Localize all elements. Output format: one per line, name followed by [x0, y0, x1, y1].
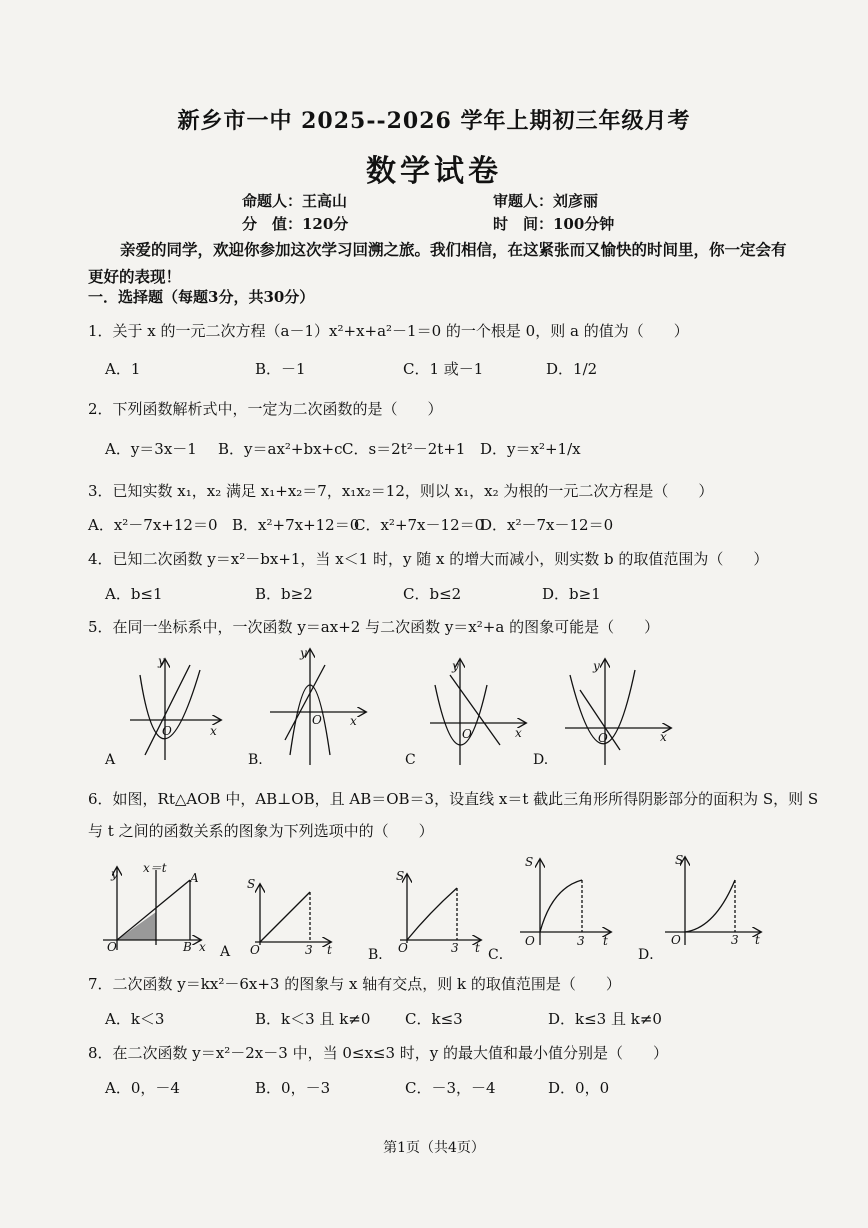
- q5d-origin: O: [598, 731, 608, 745]
- q4-option-b: B．b≥2: [255, 585, 313, 603]
- q5a-y-label: y: [158, 654, 165, 668]
- q1-option-d: D．1/2: [546, 360, 598, 378]
- q6b-t-label: t: [475, 941, 480, 955]
- q6-fig-y-label: y: [111, 867, 118, 881]
- q7-option-b: B．k＜3 且 k≠0: [255, 1010, 371, 1028]
- q5-label-b: B.: [248, 752, 263, 768]
- q6-graph-b: [400, 875, 480, 943]
- q3-option-d: D．x²－7x－12＝0: [480, 516, 614, 534]
- q5b-x-label: x: [350, 714, 357, 728]
- q6a-three: 3: [305, 943, 313, 957]
- q8-option-c: C．－3，－4: [405, 1079, 496, 1097]
- question-3-stem: 3．已知实数 x₁，x₂ 满足 x₁+x₂＝7，x₁x₂＝12，则以 x₁，x₂ 为根的一元二次方程是（ ）: [88, 482, 714, 500]
- q6a-origin: O: [250, 943, 260, 957]
- q6-fig-origin: O: [107, 940, 117, 954]
- q6-graph-c: [520, 860, 610, 945]
- q2-option-c: C．s＝2t²－2t+1: [342, 440, 466, 458]
- question-4-stem: 4．已知二次函数 y＝x²－bx+1，当 x＜1 时，y 随 x 的增大而减小，则实数 b 的取值范围为（ ）: [88, 550, 769, 568]
- q1-option-c: C．1 或－1: [403, 360, 484, 378]
- q6-fig-x-label: x: [199, 940, 206, 954]
- q6-fig-point-b: B: [183, 940, 192, 954]
- q6d-t-label: t: [755, 933, 760, 947]
- q5c-y-label: y: [452, 659, 459, 673]
- q6c-t-label: t: [603, 934, 608, 948]
- q5-label-a: A: [105, 752, 116, 768]
- q5d-y-label: y: [593, 659, 600, 673]
- q6d-s-label: S: [675, 853, 684, 867]
- q3-option-c: C．x²+7x－12＝0: [354, 516, 485, 534]
- q6c-three: 3: [577, 934, 585, 948]
- q4-option-d: D．b≥1: [542, 585, 601, 603]
- q5b-origin: O: [312, 713, 322, 727]
- q5a-x-label: x: [210, 724, 217, 738]
- q6b-origin: O: [398, 941, 408, 955]
- question-6-stem-cont: 与 t 之间的函数关系的图象为下列选项中的（ ）: [88, 822, 434, 840]
- q4-option-c: C．b≤2: [403, 585, 462, 603]
- q3-option-b: B．x²+7x+12＝0: [232, 516, 360, 534]
- question-7-stem: 7．二次函数 y＝kx²－6x+3 的图象与 x 轴有交点，则 k 的取值范围是（ ）: [88, 975, 621, 993]
- exam-time: 时 间：100分钟: [493, 215, 615, 233]
- q8-option-d: D．0，0: [548, 1079, 610, 1097]
- q5-graph-c: [430, 660, 525, 765]
- page-footer: 第1页（共4页）: [383, 1140, 485, 1156]
- q6d-three: 3: [731, 933, 739, 947]
- q5-graphs: [100, 645, 740, 775]
- q5b-y-label: y: [300, 646, 307, 660]
- question-2-stem: 2．下列函数解析式中，一定为二次函数的是（ ）: [88, 400, 443, 418]
- q6-graph-a: [255, 885, 330, 945]
- q5d-x-label: x: [660, 730, 667, 744]
- q5-graph-a: [130, 660, 220, 760]
- q6-label-a: A: [220, 944, 231, 960]
- q2-option-a: A．y＝3x－1: [105, 440, 197, 458]
- q5a-origin: O: [162, 724, 172, 738]
- q6c-s-label: S: [525, 855, 534, 869]
- q6a-t-label: t: [327, 943, 332, 957]
- question-1-stem: 1．关于 x 的一元二次方程（a－1）x²+x+a²－1＝0 的一个根是 0，则 a 的值为（ ）: [88, 322, 689, 340]
- q5c-origin: O: [462, 727, 472, 741]
- exam-title: 新乡市一中 2025--2026 学年上期初三年级月考: [177, 108, 691, 134]
- q5-graph-b: [270, 650, 365, 765]
- q6-label-d: D．: [638, 947, 664, 963]
- q6b-s-label: S: [396, 869, 405, 883]
- reviewer: 审题人：刘彦丽: [493, 192, 599, 210]
- q3-option-a: A．x²－7x+12＝0: [88, 516, 218, 534]
- q6-graphs: [95, 850, 775, 960]
- q7-option-d: D．k≤3 且 k≠0: [548, 1010, 662, 1028]
- q6-fig-point-a: A: [190, 871, 199, 885]
- q5-graph-d: [565, 660, 670, 765]
- q1-option-b: B．－1: [255, 360, 306, 378]
- intro-text: 亲爱的同学，欢迎你参加这次学习回溯之旅。我们相信，在这紧张而又愉快的时间里，你一定会有更好的表现！: [88, 240, 787, 286]
- question-8-stem: 8．在二次函数 y＝x²－2x－3 中，当 0≤x≤3 时，y 的最大值和最小值分别是（ ）: [88, 1044, 669, 1062]
- q2-option-b: B．y＝ax²+bx+c: [218, 440, 343, 458]
- author: 命题人：王高山: [242, 192, 348, 210]
- q7-option-c: C．k≤3: [405, 1010, 463, 1028]
- q5c-x-label: x: [515, 726, 522, 740]
- full-score: 分 值：120分: [242, 215, 349, 233]
- q8-option-b: B．0，－3: [255, 1079, 331, 1097]
- q6b-three: 3: [451, 941, 459, 955]
- section-title: 一．选择题（每题3分，共30分）: [88, 288, 315, 306]
- q7-option-a: A．k＜3: [105, 1010, 165, 1028]
- question-6-stem: 6．如图，Rt△AOB 中，AB⊥OB，且 AB＝OB＝3，设直线 x＝t 截此三角形所得阴影部分的面积为 S，则 S: [88, 790, 819, 808]
- exam-subject: 数学试卷: [366, 154, 502, 189]
- question-5-stem: 5．在同一坐标系中，一次函数 y＝ax+2 与二次函数 y＝x²+a 的图象可能是（ ）: [88, 618, 660, 636]
- q6-label-b: B．: [368, 947, 393, 963]
- q8-option-a: A．0，－4: [105, 1079, 180, 1097]
- q6d-origin: O: [671, 933, 681, 947]
- q5-label-c: C: [405, 752, 416, 768]
- q6-label-c: C．: [488, 947, 513, 963]
- q5-label-d: D.: [533, 752, 549, 768]
- q6-graph-d: [665, 858, 760, 945]
- q6-fig-line-label: x＝t: [143, 861, 167, 875]
- q2-option-d: D．y＝x²+1/x: [480, 440, 581, 458]
- q1-option-a: A．1: [105, 360, 141, 378]
- q6c-origin: O: [525, 934, 535, 948]
- q6a-s-label: S: [247, 877, 256, 891]
- q4-option-a: A．b≤1: [105, 585, 163, 603]
